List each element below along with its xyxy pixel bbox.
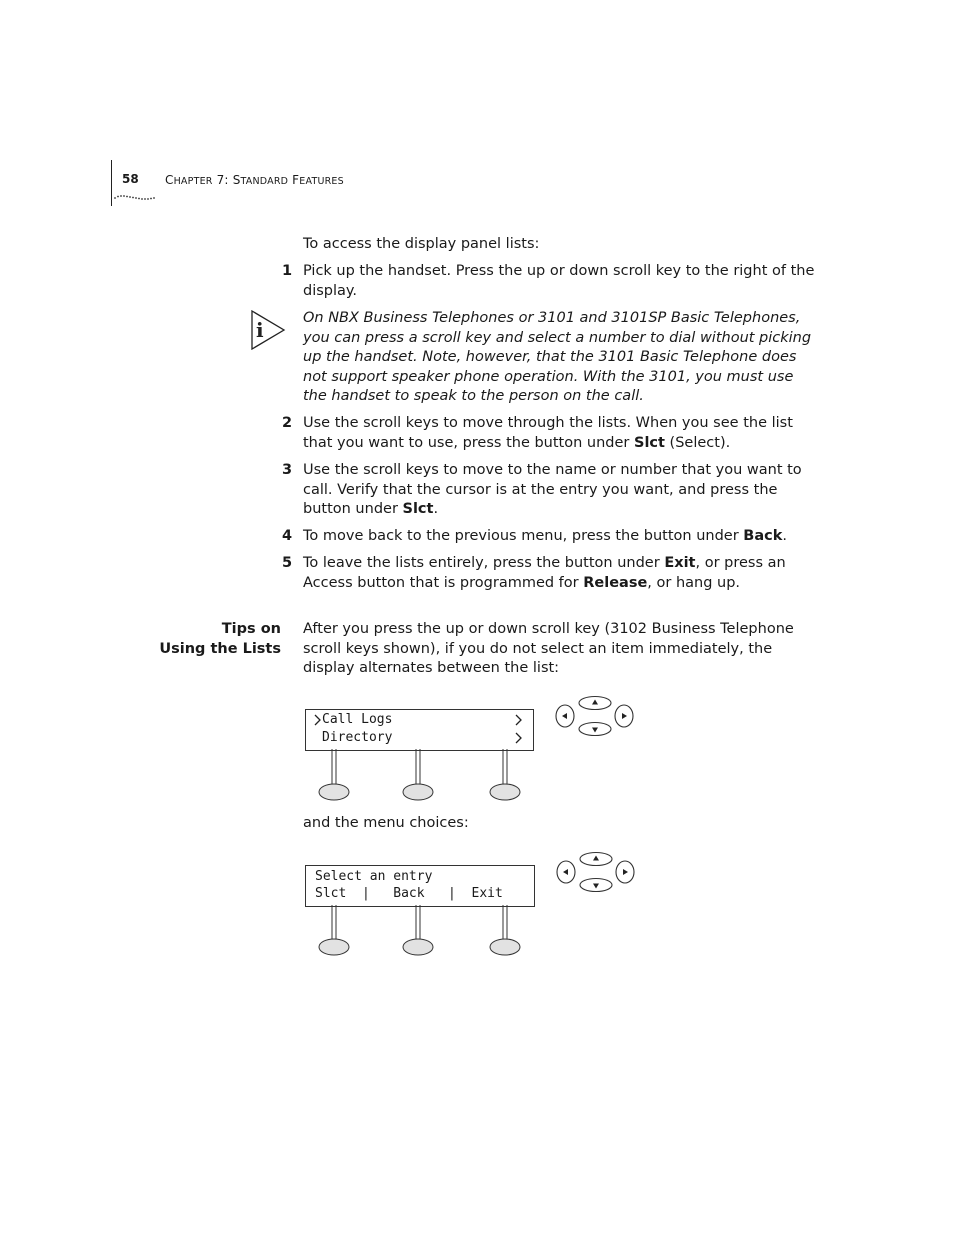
- scroll-keys: [553, 695, 637, 739]
- step-1-text: Pick up the handset. Press the up or down scroll key to the right of the display.: [303, 263, 815, 299]
- lcd-display-list: [305, 709, 534, 751]
- softkey-left[interactable]: [319, 784, 349, 800]
- step-4-text: To move back to the previous menu, press the button under Back.: [303, 528, 787, 544]
- menu-choices-text: and the menu choices:: [303, 815, 469, 831]
- svg-text:i: i: [256, 318, 264, 342]
- intro-text: To access the display panel lists:: [303, 236, 540, 252]
- lcd-line-directory: Directory: [322, 730, 393, 745]
- scroll-keys: [554, 851, 638, 895]
- softkey-right[interactable]: [490, 784, 520, 800]
- page-number: 58: [122, 172, 139, 186]
- chevron-right-icon: [514, 732, 523, 744]
- lcd-line-call-logs: Call Logs: [322, 712, 393, 727]
- tips-heading: Tips on Using the Lists: [159, 621, 281, 657]
- header-dots: [113, 193, 157, 203]
- tips-paragraph: After you press the up or down scroll key (3102 Business Telephone scroll keys shown), if you do not select an item immediately, the display alternates between the list:: [303, 621, 794, 676]
- step-3-text: Use the scroll keys to move to the name or number that you want to call. Verify that the cursor is at the entry you want, and press the button under Slct.: [303, 462, 802, 517]
- lcd-display-menu: [305, 865, 535, 907]
- chevron-right-icon: [514, 714, 523, 726]
- info-icon: [250, 310, 286, 350]
- step-4-number: 4: [282, 528, 293, 544]
- step-2-text: Use the scroll keys to move through the lists. When you see the list that you want to use, press the button under Slct (Select).: [303, 415, 793, 451]
- lcd-line-select-entry: Select an entry: [315, 869, 433, 884]
- step-5-text: To leave the lists entirely, press the button under Exit, or press an Access button that is programmed for Release, or hang up.: [303, 555, 786, 591]
- cursor-arrow-icon: [313, 714, 322, 726]
- step-2-number: 2: [282, 415, 293, 431]
- step-5-number: 5: [282, 555, 293, 571]
- header-rule: [111, 160, 112, 206]
- softkey-back[interactable]: [403, 939, 433, 955]
- step-3-number: 3: [282, 462, 293, 478]
- softkey-group: [305, 905, 535, 959]
- softkey-slct[interactable]: [319, 939, 349, 955]
- chapter-title: CHAPTER 7: STANDARD FEATURES: [165, 173, 344, 187]
- softkey-group: [305, 749, 535, 803]
- step-1-number: 1: [282, 263, 293, 279]
- note-text: On NBX Business Telephones or 3101 and 3101SP Basic Telephones, you can press a scroll key and select a number to dial without picking up the handset. Note, however, that the 3101 Basic Telephone does not support speaker phone operation. With the 3101, you must use the handset to speak to the person on the call.: [303, 310, 812, 404]
- softkey-middle[interactable]: [403, 784, 433, 800]
- lcd-line-softkey-labels: Slct | Back | Exit: [315, 886, 503, 901]
- softkey-exit[interactable]: [490, 939, 520, 955]
